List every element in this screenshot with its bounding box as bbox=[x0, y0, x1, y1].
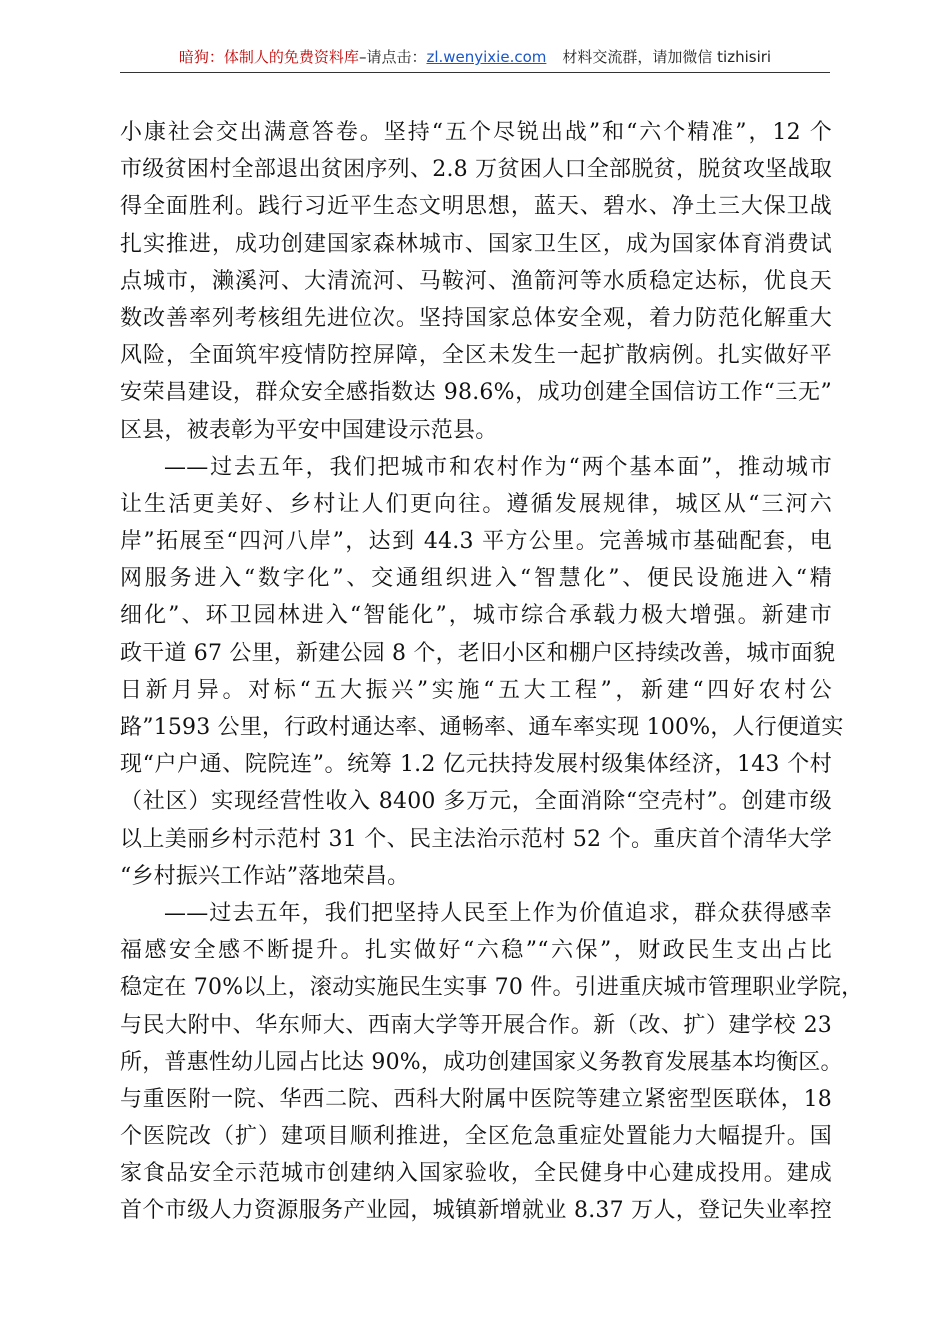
text-line: 以上美丽乡村示范村 31 个、民主法治示范村 52 个。重庆首个清华大学 bbox=[120, 826, 832, 852]
paragraph-start-line: ——过去五年，我们把城市和农村作为“两个基本面”，推动城市 bbox=[164, 454, 832, 480]
text-line: 让生活更美好、乡村让人们更向往。遵循发展规律，城区从“三河六 bbox=[120, 491, 832, 517]
text-line: 得全面胜利。践行习近平生态文明思想，蓝天、碧水、净土三大保卫战 bbox=[120, 194, 832, 220]
header-url-link[interactable]: zl.wenyixie.com bbox=[426, 48, 547, 66]
text-line: 首个市级人力资源服务产业园，城镇新增就业 8.37 万人，登记失业率控 bbox=[120, 1198, 832, 1224]
text-line: 家食品安全示范城市创建纳入国家验收，全民健身中心建成投用。建成 bbox=[120, 1161, 832, 1187]
text-line: 数改善率列考核组先进位次。坚持国家总体安全观，着力防范化解重大 bbox=[120, 305, 832, 331]
header-wechat-note: 材料交流群，请加微信 tizhisiri bbox=[562, 48, 772, 66]
text-line: 点城市，濑溪河、大清流河、马鞍河、渔箭河等水质稳定达标，优良天 bbox=[120, 268, 832, 294]
text-line: 政干道 67 公里，新建公园 8 个，老旧小区和棚户区持续改善，城市面貌 bbox=[120, 640, 836, 666]
text-line: 现“户户通、院院连”。统筹 1.2 亿元扶持发展村级集体经济，143 个村 bbox=[120, 752, 832, 778]
text-line: 福感安全感不断提升。扎实做好“六稳”“六保”，财政民生支出占比 bbox=[120, 938, 832, 964]
text-line: 与民大附中、华东师大、西南大学等开展合作。新（改、扩）建学校 23 bbox=[120, 1012, 832, 1038]
paragraph-end-line: 区县，被表彰为平安中国建设示范县。 bbox=[120, 417, 498, 443]
paragraph-end-line: “乡村振兴工作站”落地荣昌。 bbox=[120, 863, 410, 889]
page-header bbox=[120, 46, 830, 73]
text-line: 路”1593 公里，行政村通达率、通畅率、通车率实现 100%，人行便道实 bbox=[120, 715, 844, 740]
text-line: （社区）实现经营性收入 8400 多万元，全面消除“空壳村”。创建市级 bbox=[120, 789, 832, 815]
text-line: 网服务进入“数字化”、交通组织进入“智慧化”、便民设施进入“精 bbox=[120, 566, 832, 592]
text-line: 日新月异。对标“五大振兴”实施“五大工程”，新建“四好农村公 bbox=[120, 677, 832, 703]
text-line: 细化”、环卫园林进入“智能化”，城市综合承载力极大增强。新建市 bbox=[120, 603, 832, 629]
text-line: 个医院改（扩）建项目顺利推进，全区危急重症处置能力大幅提升。国 bbox=[120, 1124, 832, 1150]
document-body bbox=[120, 114, 864, 1230]
text-line: 稳定在 70%以上，滚动实施民生实事 70 件。引进重庆城市管理职业学院， bbox=[120, 975, 864, 1001]
text-line: 市级贫困村全部退出贫困序列、2.8 万贫困人口全部脱贫，脱贫攻坚战取 bbox=[120, 157, 832, 183]
header-brand: 暗狗：体制人的免费资料库 bbox=[178, 48, 359, 66]
header-click-prompt: –请点击： bbox=[358, 48, 427, 66]
text-line: 风险，全面筑牢疫情防控屏障，全区未发生一起扩散病例。扎实做好平 bbox=[120, 343, 832, 369]
text-line: 岸”拓展至“四河八岸”，达到 44.3 平方公里。完善城市基础配套，电 bbox=[120, 529, 832, 555]
text-line: 小康社会交出满意答卷。坚持“五个尽锐出战”和“六个精准”，12 个 bbox=[120, 120, 832, 145]
text-line: 扎实推进，成功创建国家森林城市、国家卫生区，成为国家体育消费试 bbox=[120, 231, 832, 257]
text-line: 与重医附一院、华西二院、西科大附属中医院等建立紧密型医联体，18 bbox=[120, 1086, 832, 1112]
paragraph-start-line: ——过去五年，我们把坚持人民至上作为价值追求，群众获得感幸 bbox=[164, 900, 832, 926]
text-line: 所，普惠性幼儿园占比达 90%，成功创建国家义务教育发展基本均衡区。 bbox=[120, 1049, 843, 1075]
text-line: 安荣昌建设，群众安全感指数达 98.6%，成功创建全国信访工作“三无” bbox=[120, 380, 832, 406]
